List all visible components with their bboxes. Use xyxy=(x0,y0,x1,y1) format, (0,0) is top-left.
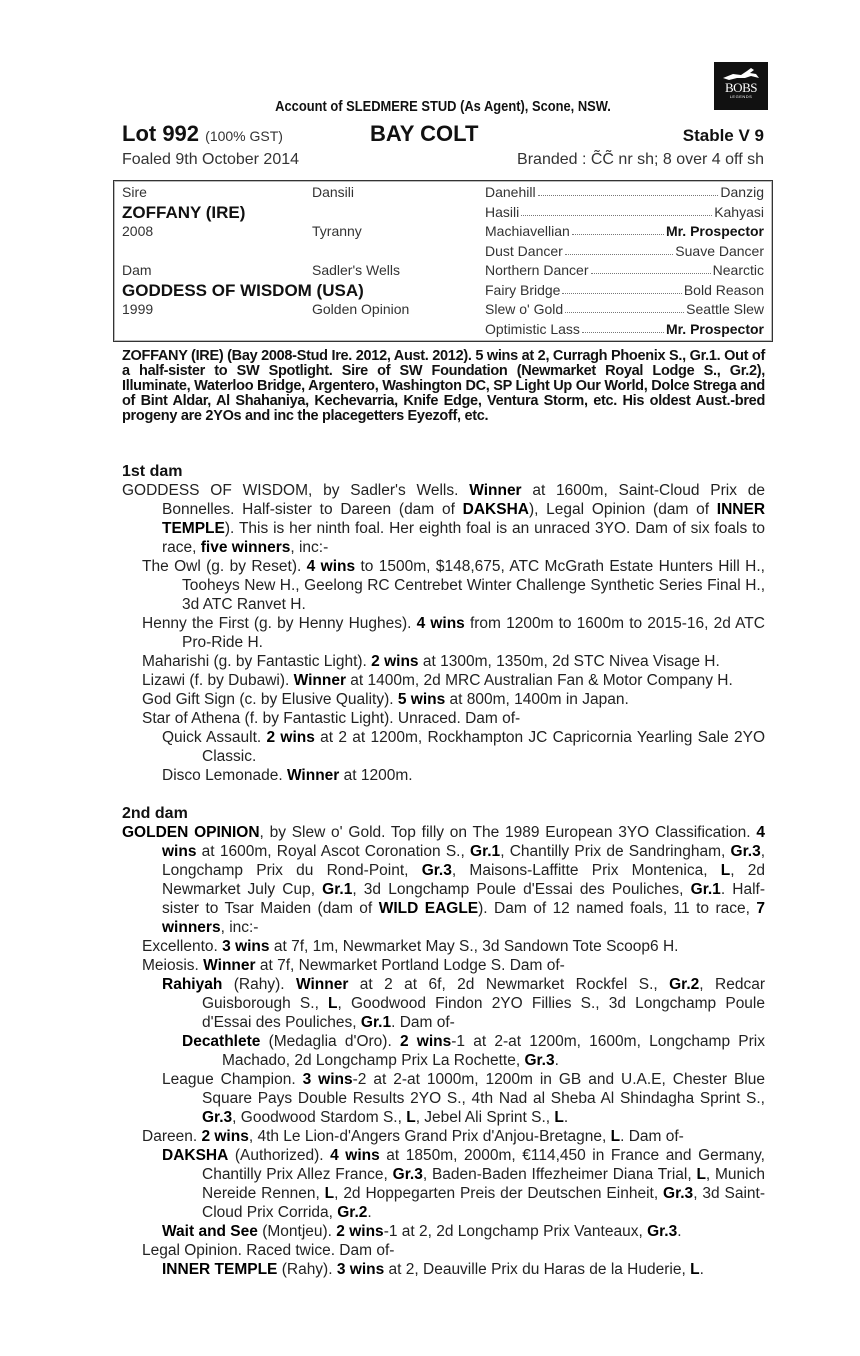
brand-mark: C̃C̃ xyxy=(590,151,614,168)
leader-dots xyxy=(565,301,684,313)
section-heading: 2nd dam xyxy=(122,805,188,822)
leader-dots xyxy=(582,321,664,333)
sire-dam: Tyranny xyxy=(312,223,362,239)
bold-text: 4 wins xyxy=(416,615,465,632)
text-run: Henny the First (g. by Henny Hughes). xyxy=(142,615,417,632)
ancestor-sire: Kahyasi xyxy=(714,203,764,220)
text-run: ), Legal Opinion (dam of xyxy=(528,501,717,518)
text-run: (Rahy). xyxy=(277,1261,337,1278)
vendor-account: Account of SLEDMERE STUD (As Agent), Scone, NSW. xyxy=(275,98,611,115)
bold-text: Decathlete xyxy=(182,1033,261,1050)
ancestor-row xyxy=(485,204,764,220)
text-run: . Dam of- xyxy=(391,1014,455,1031)
text-run: , Longchamp Prix du Rond-Point, xyxy=(162,843,766,879)
pedigree-entry xyxy=(122,1222,765,1241)
text-run: at 7f, 1m, Newmarket May S., 3d Sandown Tote Scoop6 H. xyxy=(269,938,679,955)
bold-text: Wait and See xyxy=(162,1223,258,1240)
text-run: (Authorized). xyxy=(228,1147,331,1164)
bold-text: Winner xyxy=(203,957,256,974)
ancestor-name: Danehill xyxy=(485,184,536,200)
ancestor-name: Hasili xyxy=(485,203,520,220)
ancestor-row xyxy=(485,321,764,337)
bold-text: GOLDEN OPINION xyxy=(122,824,260,841)
bold-text: Winner xyxy=(295,976,349,993)
pedigree-table xyxy=(113,180,773,342)
pedigree-entry xyxy=(122,614,765,652)
lot-label: Lot 992 xyxy=(122,121,200,146)
bold-text: Winner xyxy=(469,482,522,499)
bold-text: Winner xyxy=(293,672,346,689)
pedigree-entry xyxy=(122,690,765,709)
ancestor-row xyxy=(485,262,764,278)
leader-dots xyxy=(572,223,664,235)
bold-text: 2 wins xyxy=(336,1223,384,1240)
text-run: , 4th Le Lion-d'Angers Grand Prix d'Anjou-Bretagne, xyxy=(248,1128,611,1145)
text-run: (Montjeu). xyxy=(257,1223,337,1240)
text-run: , inc:- xyxy=(290,539,329,556)
sire-name: ZOFFANY (IRE) xyxy=(122,203,246,222)
branded-rest: nr sh; 8 over 4 off sh xyxy=(613,151,764,168)
family-details xyxy=(122,462,765,1279)
ancestor-name: Machiavellian xyxy=(485,223,570,239)
text-run: at 1850m, 2000m, €114,450 in France and Germany, Chantilly Prix Allez France, xyxy=(202,1147,765,1183)
text-run: Dareen. xyxy=(142,1128,202,1145)
text-run: Disco Lemonade. xyxy=(162,767,287,784)
bold-text: 3 wins xyxy=(222,938,270,955)
text-run: , Chantilly Prix de Sandringham, xyxy=(500,843,731,860)
text-run: , Goodwood Findon 2YO Fillies S., 3d Longchamp Poule d'Essai des Pouliches, xyxy=(202,995,765,1031)
text-run: -1 at 2-at 1200m, 1600m, Longchamp Prix Machado, 2d Longchamp Prix La Rochette, xyxy=(222,1033,765,1069)
pedigree-entry xyxy=(122,1241,765,1260)
bold-text: 5 wins xyxy=(397,691,446,708)
section-heading: 1st dam xyxy=(122,463,183,480)
ancestor-sire: Mr. Prospector xyxy=(665,223,764,239)
text-run: , 3d Saint-Cloud Prix Corrida, xyxy=(202,1185,765,1221)
text-run: Lizawi (f. by Dubawi). xyxy=(142,672,294,689)
text-run: . xyxy=(367,1204,372,1221)
pedigree-entry xyxy=(122,652,765,671)
text-run: Star of Athena (f. by Fantastic Light). Unraced. Dam of- xyxy=(142,710,521,727)
pedigree-entry xyxy=(122,1127,765,1146)
bold-text: 2 wins xyxy=(399,1033,452,1050)
text-run: at 2, Deauville Prix du Haras de la Huderie, xyxy=(384,1261,691,1278)
dam-label: Dam xyxy=(122,262,152,278)
text-run: (Medaglia d'Oro). xyxy=(260,1033,400,1050)
bold-text: 4 wins xyxy=(162,824,765,860)
leader-dots xyxy=(538,184,719,196)
text-run: , Goodwood Stardom S., xyxy=(232,1109,407,1126)
pedigree-entry xyxy=(122,1260,765,1279)
leader-dots xyxy=(591,262,711,274)
text-run: at 2 at 1200m, Rockhampton JC Capricornia Yearling Sale 2YO Classic. xyxy=(202,729,766,765)
branded-label: Branded : xyxy=(517,151,591,168)
leader-dots xyxy=(565,243,673,255)
text-run: at 1400m, 2d MRC Australian Fan & Motor Company H. xyxy=(346,672,733,689)
text-run: -2 at 2-at 1000m, 1200m in GB and U.A.E, Chester Blue Square Pays Double Results 2YO S., 4th Nad al Sheba Al Shindagha Sprint S., xyxy=(202,1071,765,1107)
bold-text: Gr.1 xyxy=(322,881,353,898)
bold-text: Winner xyxy=(286,767,340,784)
lot-number xyxy=(122,121,283,147)
sire-year: 2008 xyxy=(122,223,154,239)
ancestor-row xyxy=(485,223,764,239)
pedigree-entry xyxy=(122,766,765,785)
pedigree-entry xyxy=(122,671,765,690)
text-run: . xyxy=(699,1261,704,1278)
bold-text: Gr.3 xyxy=(663,1185,694,1202)
ancestor-sire: Nearctic xyxy=(712,262,764,278)
text-run: . xyxy=(554,1052,559,1069)
bold-text: Gr.3 xyxy=(730,843,761,860)
bold-text: 7 winners xyxy=(162,900,765,936)
bold-text: Gr.3 xyxy=(392,1166,423,1183)
ancestor-name: Fairy Bridge xyxy=(485,281,561,298)
ancestor-name: Optimistic Lass xyxy=(485,320,580,337)
text-run: , inc:- xyxy=(220,919,259,936)
text-run: , Munich Nereide Rennen, xyxy=(202,1166,765,1202)
pedigree-entry xyxy=(122,728,765,766)
bold-text: L xyxy=(406,1109,416,1126)
text-run: . Half-sister to Tsar Maiden (dam of xyxy=(162,881,766,917)
ancestor-row xyxy=(485,243,764,259)
text-run: at 1300m, 1350m, 2d STC Nivea Visage H. xyxy=(418,653,720,670)
stable-location: Stable V 9 xyxy=(682,126,764,145)
bold-text: DAKSHA xyxy=(162,1147,229,1164)
pedigree-entry xyxy=(122,709,765,728)
bold-text: Gr.3 xyxy=(421,862,452,879)
ancestor-sire: Seattle Slew xyxy=(686,301,764,317)
bold-text: Gr.2 xyxy=(337,1204,368,1221)
bold-text: 2 wins xyxy=(266,729,315,746)
bold-text: L xyxy=(696,1166,706,1183)
bold-text: 2 wins xyxy=(371,653,419,670)
text-run: The Owl (g. by Reset). xyxy=(142,558,307,575)
text-run: at 800m, 1400m in Japan. xyxy=(445,691,629,708)
text-run: to 1500m, $148,675, ATC McGrath Estate Hunters Hill H., Tooheys New H., Geelong RC Centrebet Winter Challenge Synthetic Series Final H., 3d ATC Ranvet H. xyxy=(182,558,765,613)
text-run: God Gift Sign (c. by Elusive Quality). xyxy=(142,691,398,708)
bold-text: L xyxy=(690,1261,700,1278)
bold-text: Gr.1 xyxy=(360,1014,392,1031)
dam-dam: Golden Opinion xyxy=(312,301,410,317)
text-run: , 2d Newmarket July Cup, xyxy=(162,862,765,898)
sire-synopsis: ZOFFANY (IRE) (Bay 2008-Stud Ire. 2012, Aust. 2012). 5 wins at 2, Curragh Phoenix S., Gr.1. Out of a half-sister to SW Spotlight. Sire of SW Foundation (Newmarket Royal Lodge S., Gr.2), Illuminate, Waterloo Bridge, Argentero, Washington DC, SP Light Up Our World, Dolce Strega and of Bint Aldar, Al Shahaniya, Kechevarria, Knife Edge, Ventura Storm, etc. His oldest Aust.-bred progeny are 2YOs and inc the placegetters Eyezoff, etc. xyxy=(122,348,765,424)
text-run: at 1600m, Royal Ascot Coronation S., xyxy=(196,843,471,860)
bold-text: L xyxy=(610,1128,621,1145)
ancestor-row xyxy=(485,184,764,200)
text-run: (Rahy). xyxy=(222,976,296,993)
text-run: , Jebel Ali Sprint S., xyxy=(415,1109,555,1126)
bold-text: DAKSHA xyxy=(462,501,529,518)
dam-name: GODDESS OF WISDOM (USA) xyxy=(122,281,364,300)
bold-text: Gr.2 xyxy=(669,976,700,993)
leader-dots xyxy=(521,204,712,216)
text-run: ). Dam of 12 named foals, 11 to race, xyxy=(478,900,757,917)
text-run: at 1600m, Saint-Cloud Prix de Bonnelles. Half-sister to Dareen (dam of xyxy=(162,482,765,518)
pedigree-entry xyxy=(122,557,765,614)
ancestor-name: Slew o' Gold xyxy=(485,301,564,317)
bold-text: L xyxy=(328,995,338,1012)
text-run: from 1200m to 1600m to 2015-16, 2d ATC Pro-Ride H. xyxy=(182,615,765,651)
text-run: ). This is her ninth foal. Her eighth foal is an unraced 3YO. Dam of six foals to race, xyxy=(162,520,765,556)
logo-subtext: LEGENDS xyxy=(729,94,753,99)
bold-text: five winners xyxy=(200,539,291,556)
pedigree-entry xyxy=(122,1032,765,1070)
text-run: Excellento. xyxy=(142,938,223,955)
pedigree-entry xyxy=(122,1070,765,1127)
foaled-date: Foaled 9th October 2014 xyxy=(122,151,300,168)
text-run: Maharishi (g. by Fantastic Light). xyxy=(142,653,372,670)
text-run: Quick Assault. xyxy=(162,729,267,746)
gst-note: (100% GST) xyxy=(205,128,283,144)
ancestor-name: Northern Dancer xyxy=(485,262,589,278)
bold-text: 4 wins xyxy=(306,558,356,575)
text-run: . Dam of- xyxy=(620,1128,684,1145)
ancestor-name: Dust Dancer xyxy=(485,242,563,259)
text-run: GODDESS OF WISDOM, by Sadler's Wells. xyxy=(122,482,470,499)
bold-text: INNER TEMPLE xyxy=(162,1261,278,1278)
bold-text: Gr.1 xyxy=(470,843,501,860)
leader-dots xyxy=(562,282,681,294)
bold-text: 2 wins xyxy=(201,1128,249,1145)
text-run: , Maisons-Laffitte Prix Montenica, xyxy=(451,862,721,879)
dam-year: 1999 xyxy=(122,301,154,317)
brand-info xyxy=(517,151,764,169)
bold-text: Gr.3 xyxy=(524,1052,555,1069)
bold-text: Rahiyah xyxy=(162,976,223,993)
text-run: . xyxy=(563,1109,569,1126)
text-run: Legal Opinion. Raced twice. Dam of- xyxy=(142,1242,395,1259)
ancestor-row xyxy=(485,282,764,298)
ancestor-sire: Bold Reason xyxy=(683,281,764,298)
ancestor-sire: Mr. Prospector xyxy=(665,320,764,337)
bold-text: Gr.3 xyxy=(202,1109,233,1126)
text-run: at 7f, Newmarket Portland Lodge S. Dam of- xyxy=(255,957,565,974)
pedigree-entry xyxy=(122,823,765,937)
bold-text: L xyxy=(720,862,731,879)
bold-text: Gr.3 xyxy=(647,1223,678,1240)
bold-text: WILD EAGLE xyxy=(378,900,479,917)
text-run: , 2d Hoppegarten Preis der Deutschen Einheit, xyxy=(334,1185,664,1202)
text-run: , Redcar Guisborough S., xyxy=(202,976,765,1012)
pedigree-entry xyxy=(122,956,765,975)
dam-sire: Sadler's Wells xyxy=(312,262,400,278)
pedigree-entry xyxy=(122,937,765,956)
text-run: League Champion. xyxy=(162,1071,303,1088)
lot-title: BAY COLT xyxy=(370,121,479,146)
bold-text: L xyxy=(554,1109,564,1126)
text-run: , by Slew o' Gold. Top filly on The 1989 European 3YO Classification. xyxy=(259,824,757,841)
bold-text: 4 wins xyxy=(330,1147,380,1164)
logo-text: BOBS xyxy=(725,80,757,95)
text-run: , Baden-Baden Iffezheimer Diana Trial, xyxy=(422,1166,697,1183)
text-run: -1 at 2, 2d Longchamp Prix Vanteaux, xyxy=(383,1223,648,1240)
text-run: . xyxy=(677,1223,682,1240)
text-run: Meiosis. xyxy=(142,957,204,974)
ancestor-sire: Suave Dancer xyxy=(675,242,764,259)
pedigree-entry xyxy=(122,975,765,1032)
ancestor-row xyxy=(485,301,764,317)
sire-label: Sire xyxy=(122,184,147,200)
bold-text: 3 wins xyxy=(302,1071,353,1088)
text-run: at 1200m. xyxy=(339,767,413,784)
pedigree-entry xyxy=(122,1146,765,1222)
bold-text: 3 wins xyxy=(336,1261,385,1278)
text-run: at 2 at 6f, 2d Newmarket Rockfel S., xyxy=(348,976,670,993)
bold-text: L xyxy=(324,1185,335,1202)
pedigree-entry xyxy=(122,481,765,557)
ancestor-sire: Danzig xyxy=(720,184,764,200)
sire-sire: Dansili xyxy=(312,184,355,200)
bold-text: INNER TEMPLE xyxy=(162,501,766,537)
bold-text: Gr.1 xyxy=(690,881,721,898)
text-run: , 3d Longchamp Poule d'Essai des Pouliches, xyxy=(352,881,691,898)
